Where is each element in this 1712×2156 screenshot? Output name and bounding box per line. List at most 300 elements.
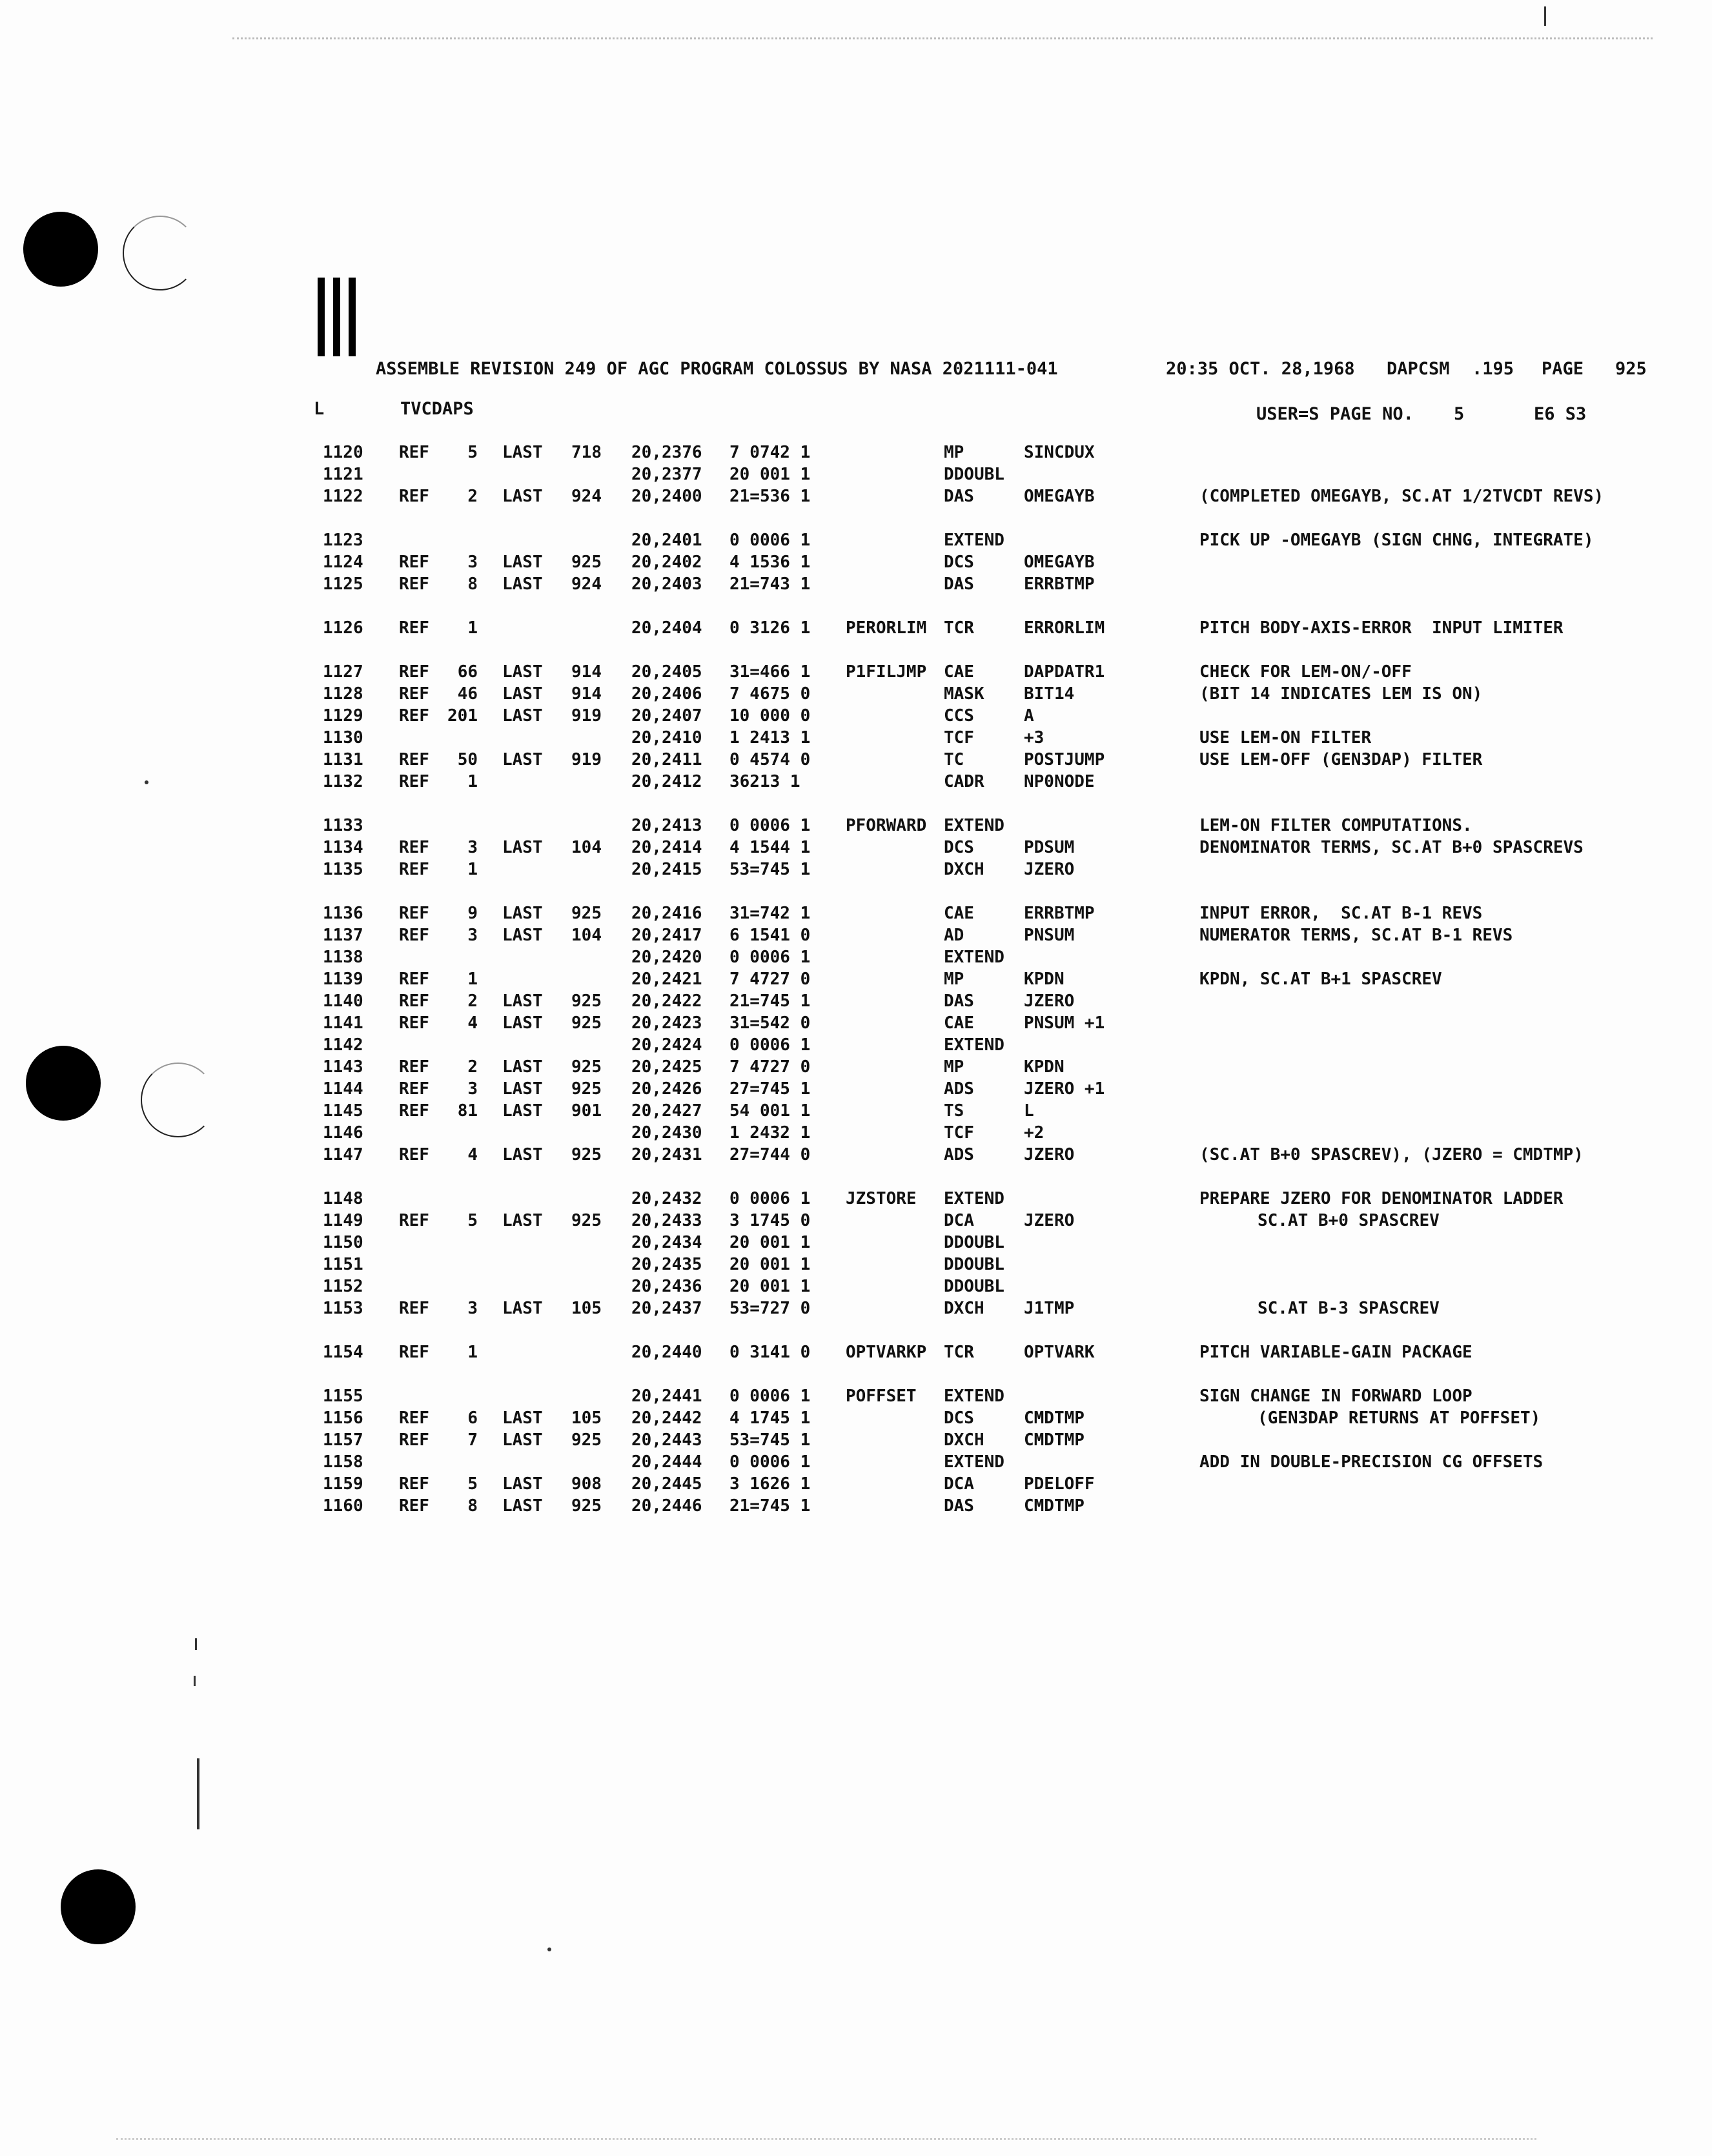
operand: JZERO (1024, 992, 1075, 1011)
address: 20,2426 (631, 1079, 702, 1099)
margin-speck (195, 1638, 197, 1650)
last-page: 925 (571, 904, 602, 923)
ref-count: 81 (457, 1101, 478, 1121)
opcode: CAE (944, 662, 974, 682)
octal-word: 21=536 1 (729, 487, 811, 506)
operand: ERRBTMP (1024, 575, 1095, 594)
ref-keyword: REF (399, 684, 429, 704)
operand: L (1024, 1101, 1034, 1121)
comment: SIGN CHANGE IN FORWARD LOOP (1199, 1387, 1473, 1406)
ref-count: 4 (467, 1145, 478, 1164)
operand: PDSUM (1024, 838, 1075, 857)
listing-row (0, 1430, 1712, 1452)
ref-count: 50 (457, 750, 478, 769)
listing-row (0, 684, 1712, 706)
ref-keyword: REF (399, 443, 429, 462)
ref-keyword: REF (399, 662, 429, 682)
comment: INPUT ERROR, SC.AT B-1 REVS (1199, 904, 1483, 923)
last-page: 901 (571, 1101, 602, 1121)
line-number: 1157 (323, 1430, 363, 1450)
octal-word: 3 1626 1 (729, 1474, 811, 1494)
opcode: AD (944, 926, 964, 945)
ref-keyword: REF (399, 1079, 429, 1099)
line-number: 1128 (323, 684, 363, 704)
ref-count: 3 (467, 838, 478, 857)
opcode: DCS (944, 1409, 974, 1428)
l-marker: L (314, 399, 325, 419)
ref-keyword: REF (399, 1145, 429, 1164)
last-page: 925 (571, 1079, 602, 1099)
address: 20,2433 (631, 1211, 702, 1230)
address: 20,2432 (631, 1189, 702, 1208)
octal-word: 20 001 1 (729, 1277, 811, 1296)
line-number: 1159 (323, 1474, 363, 1494)
octal-word: 20 001 1 (729, 1233, 811, 1252)
last-page: 105 (571, 1409, 602, 1428)
ref-count: 5 (467, 1474, 478, 1494)
operand: PDELOFF (1024, 1474, 1095, 1494)
symbol-label: PERORLIM (846, 618, 927, 638)
line-number: 1138 (323, 948, 363, 967)
address: 20,2413 (631, 816, 702, 835)
octal-word: 3 1745 0 (729, 1211, 811, 1230)
opcode: DAS (944, 487, 974, 506)
operand: KPDN (1024, 1057, 1065, 1077)
binder-hole-ghost-top (123, 216, 198, 290)
opcode: MP (944, 1057, 964, 1077)
line-number: 1151 (323, 1255, 363, 1274)
address: 20,2441 (631, 1387, 702, 1406)
address: 20,2400 (631, 487, 702, 506)
opcode: EXTEND (944, 948, 1004, 967)
ref-keyword: REF (399, 1474, 429, 1494)
address: 20,2403 (631, 575, 702, 594)
line-number: 1147 (323, 1145, 363, 1164)
listing-row (0, 1255, 1712, 1277)
octal-word: 1 2413 1 (729, 728, 811, 747)
listing-row (0, 1409, 1712, 1430)
listing-row (0, 1145, 1712, 1167)
listing-timestamp: 20:35 OCT. 28,1968 (1166, 359, 1355, 379)
operand: POSTJUMP (1024, 750, 1105, 769)
line-number: 1136 (323, 904, 363, 923)
symbol-label: JZSTORE (846, 1189, 917, 1208)
line-number: 1130 (323, 728, 363, 747)
address: 20,2435 (631, 1255, 702, 1274)
opcode: TCF (944, 1123, 974, 1143)
last-keyword: LAST (502, 926, 543, 945)
opcode: DDOUBL (944, 1277, 1004, 1296)
operand: PNSUM (1024, 926, 1075, 945)
ref-count: 1 (467, 970, 478, 989)
opcode: MP (944, 970, 964, 989)
address: 20,2420 (631, 948, 702, 967)
comment: ADD IN DOUBLE-PRECISION CG OFFSETS (1199, 1452, 1544, 1472)
address: 20,2431 (631, 1145, 702, 1164)
last-keyword: LAST (502, 1013, 543, 1033)
line-number: 1137 (323, 926, 363, 945)
listing-row (0, 1211, 1712, 1233)
opcode: TCR (944, 1343, 974, 1362)
line-number: 1154 (323, 1343, 363, 1362)
octal-word: 4 1536 1 (729, 553, 811, 572)
ref-keyword: REF (399, 970, 429, 989)
ref-keyword: REF (399, 750, 429, 769)
ref-keyword: REF (399, 860, 429, 879)
listing-row (0, 772, 1712, 794)
last-page: 925 (571, 1430, 602, 1450)
listing-row (0, 1079, 1712, 1101)
octal-word: 7 4727 0 (729, 970, 811, 989)
ref-count: 5 (467, 1211, 478, 1230)
operand: JZERO +1 (1024, 1079, 1105, 1099)
address: 20,2415 (631, 860, 702, 879)
octal-word: 1 2432 1 (729, 1123, 811, 1143)
last-keyword: LAST (502, 750, 543, 769)
opcode: DCA (944, 1474, 974, 1494)
line-number: 1156 (323, 1409, 363, 1428)
ref-count: 3 (467, 553, 478, 572)
ref-count: 66 (457, 662, 478, 682)
ref-count: 1 (467, 860, 478, 879)
address: 20,2377 (631, 465, 702, 484)
opcode: TCR (944, 618, 974, 638)
octal-word: 7 0742 1 (729, 443, 811, 462)
address: 20,2421 (631, 970, 702, 989)
operand: NP0NODE (1024, 772, 1095, 791)
last-keyword: LAST (502, 1101, 543, 1121)
last-page: 104 (571, 838, 602, 857)
ref-keyword: REF (399, 772, 429, 791)
last-page: 914 (571, 684, 602, 704)
last-keyword: LAST (502, 1496, 543, 1516)
last-page: 919 (571, 750, 602, 769)
opcode: DXCH (944, 1430, 984, 1450)
operand: A (1024, 706, 1034, 726)
listing-row (0, 948, 1712, 970)
address: 20,2436 (631, 1277, 702, 1296)
operand: JZERO (1024, 1211, 1075, 1230)
ref-count: 5 (467, 443, 478, 462)
line-number: 1126 (323, 618, 363, 638)
ref-keyword: REF (399, 487, 429, 506)
last-page: 105 (571, 1299, 602, 1318)
ref-keyword: REF (399, 1013, 429, 1033)
comment: (BIT 14 INDICATES LEM IS ON) (1199, 684, 1483, 704)
ref-count: 7 (467, 1430, 478, 1450)
octal-word: 21=743 1 (729, 575, 811, 594)
line-number: 1142 (323, 1035, 363, 1055)
ref-count: 3 (467, 1079, 478, 1099)
octal-word: 0 4574 0 (729, 750, 811, 769)
address: 20,2443 (631, 1430, 702, 1450)
line-number: 1158 (323, 1452, 363, 1472)
listing-row (0, 728, 1712, 750)
line-number: 1155 (323, 1387, 363, 1406)
operand: OPTVARK (1024, 1343, 1095, 1362)
comment: (GEN3DAP RETURNS AT POFFSET) (1258, 1409, 1541, 1428)
octal-word: 21=745 1 (729, 992, 811, 1011)
address: 20,2427 (631, 1101, 702, 1121)
opcode: DAS (944, 992, 974, 1011)
last-keyword: LAST (502, 838, 543, 857)
comment: USE LEM-OFF (GEN3DAP) FILTER (1199, 750, 1483, 769)
comment: PREPARE JZERO FOR DENOMINATOR LADDER (1199, 1189, 1564, 1208)
last-keyword: LAST (502, 443, 543, 462)
listing-row (0, 816, 1712, 838)
listing-row (0, 531, 1712, 553)
line-number: 1125 (323, 575, 363, 594)
operand: JZERO (1024, 1145, 1075, 1164)
section-subtitle: TVCDAPS (400, 399, 474, 419)
address: 20,2405 (631, 662, 702, 682)
address: 20,2440 (631, 1343, 702, 1362)
comment: NUMERATOR TERMS, SC.AT B-1 REVS (1199, 926, 1513, 945)
octal-word: 7 4727 0 (729, 1057, 811, 1077)
ref-keyword: REF (399, 1299, 429, 1318)
address: 20,2424 (631, 1035, 702, 1055)
octal-word: 4 1544 1 (729, 838, 811, 857)
ref-count: 2 (467, 1057, 478, 1077)
address: 20,2401 (631, 531, 702, 550)
octal-word: 0 3126 1 (729, 618, 811, 638)
ref-keyword: REF (399, 904, 429, 923)
ref-count: 2 (467, 992, 478, 1011)
address: 20,2404 (631, 618, 702, 638)
ref-count: 2 (467, 487, 478, 506)
line-number: 1150 (323, 1233, 363, 1252)
operand: OMEGAYB (1024, 487, 1095, 506)
opcode: DDOUBL (944, 1255, 1004, 1274)
operand: CMDTMP (1024, 1409, 1085, 1428)
line-number: 1133 (323, 816, 363, 835)
octal-word: 0 0006 1 (729, 1035, 811, 1055)
opcode: DCA (944, 1211, 974, 1230)
comment: DENOMINATOR TERMS, SC.AT B+0 SPASCREVS (1199, 838, 1584, 857)
operand: ERRORLIM (1024, 618, 1105, 638)
octal-word: 6 1541 0 (729, 926, 811, 945)
listing-row (0, 1057, 1712, 1079)
ref-keyword: REF (399, 706, 429, 726)
listing-row (0, 1496, 1712, 1518)
opcode: MP (944, 443, 964, 462)
octal-word: 0 0006 1 (729, 1387, 811, 1406)
listing-row (0, 1013, 1712, 1035)
ref-keyword: REF (399, 838, 429, 857)
last-page: 925 (571, 1211, 602, 1230)
opcode: ADS (944, 1145, 974, 1164)
listing-row (0, 706, 1712, 728)
address: 20,2416 (631, 904, 702, 923)
last-keyword: LAST (502, 992, 543, 1011)
listing-row (0, 1387, 1712, 1409)
address: 20,2446 (631, 1496, 702, 1516)
last-page: 925 (571, 1057, 602, 1077)
octal-word: 31=742 1 (729, 904, 811, 923)
last-page: 925 (571, 1013, 602, 1033)
ref-count: 4 (467, 1013, 478, 1033)
octal-word: 53=727 0 (729, 1299, 811, 1318)
ref-count: 8 (467, 1496, 478, 1516)
operand: JZERO (1024, 860, 1075, 879)
listing-row (0, 487, 1712, 509)
address: 20,2437 (631, 1299, 702, 1318)
listing-row (0, 1123, 1712, 1145)
binder-hole-top (23, 212, 98, 287)
comment: KPDN, SC.AT B+1 SPASCREV (1199, 970, 1442, 989)
listing-row (0, 1299, 1712, 1321)
symbol-label: P1FILJMP (846, 662, 927, 682)
listing-row (0, 1035, 1712, 1057)
ref-keyword: REF (399, 618, 429, 638)
ref-count: 201 (447, 706, 478, 726)
ref-count: 46 (457, 684, 478, 704)
opcode: ADS (944, 1079, 974, 1099)
opcode: DDOUBL (944, 465, 1004, 484)
address: 20,2417 (631, 926, 702, 945)
address: 20,2402 (631, 553, 702, 572)
last-keyword: LAST (502, 1409, 543, 1428)
line-number: 1139 (323, 970, 363, 989)
opcode: EXTEND (944, 1452, 1004, 1472)
line-number: 1123 (323, 531, 363, 550)
last-page: 104 (571, 926, 602, 945)
line-number: 1127 (323, 662, 363, 682)
ref-keyword: REF (399, 1430, 429, 1450)
operand: J1TMP (1024, 1299, 1075, 1318)
octal-word: 0 0006 1 (729, 816, 811, 835)
octal-word: 20 001 1 (729, 465, 811, 484)
last-page: 718 (571, 443, 602, 462)
octal-word: 20 001 1 (729, 1255, 811, 1274)
octal-word: 0 0006 1 (729, 531, 811, 550)
octal-word: 31=466 1 (729, 662, 811, 682)
line-number: 1134 (323, 838, 363, 857)
line-number: 1131 (323, 750, 363, 769)
last-keyword: LAST (502, 487, 543, 506)
opcode: EXTEND (944, 531, 1004, 550)
line-number: 1160 (323, 1496, 363, 1516)
octal-word: 0 0006 1 (729, 948, 811, 967)
listing-row (0, 575, 1712, 596)
line-number: 1149 (323, 1211, 363, 1230)
listing-row (0, 926, 1712, 948)
octal-word: 54 001 1 (729, 1101, 811, 1121)
opcode: DXCH (944, 860, 984, 879)
opcode: DCS (944, 838, 974, 857)
last-keyword: LAST (502, 1211, 543, 1230)
top-edge-noise (232, 37, 1653, 39)
ref-keyword: REF (399, 992, 429, 1011)
line-number: 1129 (323, 706, 363, 726)
comment: SC.AT B-3 SPASCREV (1258, 1299, 1440, 1318)
line-number: 1146 (323, 1123, 363, 1143)
comment: USE LEM-ON FILTER (1199, 728, 1372, 747)
line-number: 1144 (323, 1079, 363, 1099)
operand: ERRBTMP (1024, 904, 1095, 923)
page-label: PAGE (1542, 359, 1584, 379)
comment: (COMPLETED OMEGAYB, SC.AT 1/2TVCDT REVS) (1199, 487, 1604, 506)
user-page-number: 5 (1454, 404, 1465, 424)
listing-row (0, 1101, 1712, 1123)
last-keyword: LAST (502, 1430, 543, 1450)
address: 20,2444 (631, 1452, 702, 1472)
opcode: MASK (944, 684, 984, 704)
octal-word: 0 0006 1 (729, 1452, 811, 1472)
line-number: 1152 (323, 1277, 363, 1296)
ref-keyword: REF (399, 1343, 429, 1362)
operand: OMEGAYB (1024, 553, 1095, 572)
listing-row (0, 970, 1712, 992)
document-bar-marks (318, 278, 360, 356)
ref-count: 6 (467, 1409, 478, 1428)
last-page: 925 (571, 553, 602, 572)
last-keyword: LAST (502, 662, 543, 682)
opcode: CAE (944, 904, 974, 923)
last-keyword: LAST (502, 553, 543, 572)
octal-word: 10 000 0 (729, 706, 811, 726)
listing-row (0, 553, 1712, 575)
last-page: 908 (571, 1474, 602, 1494)
comment: CHECK FOR LEM-ON/-OFF (1199, 662, 1412, 682)
symbol-label: PFORWARD (846, 816, 927, 835)
operand: DAPDATR1 (1024, 662, 1105, 682)
address: 20,2410 (631, 728, 702, 747)
ref-keyword: REF (399, 575, 429, 594)
comment: SC.AT B+0 SPASCREV (1258, 1211, 1440, 1230)
address: 20,2406 (631, 684, 702, 704)
operand: SINCDUX (1024, 443, 1095, 462)
last-keyword: LAST (502, 1079, 543, 1099)
last-keyword: LAST (502, 1057, 543, 1077)
opcode: CAE (944, 1013, 974, 1033)
address: 20,2407 (631, 706, 702, 726)
comment: LEM-ON FILTER COMPUTATIONS. (1199, 816, 1473, 835)
opcode: TC (944, 750, 964, 769)
address: 20,2423 (631, 1013, 702, 1033)
address: 20,2425 (631, 1057, 702, 1077)
address: 20,2376 (631, 443, 702, 462)
line-number: 1120 (323, 443, 363, 462)
last-keyword: LAST (502, 904, 543, 923)
ref-count: 1 (467, 1343, 478, 1362)
ref-count: 8 (467, 575, 478, 594)
ref-keyword: REF (399, 1057, 429, 1077)
margin-speck (1544, 6, 1546, 26)
binder-hole-bottom (61, 1869, 136, 1944)
last-page: 925 (571, 1496, 602, 1516)
comment: PITCH VARIABLE-GAIN PACKAGE (1199, 1343, 1473, 1362)
listing-row (0, 1277, 1712, 1299)
listing-row (0, 662, 1712, 684)
listing-row (0, 992, 1712, 1013)
listing-row (0, 750, 1712, 772)
line-number: 1124 (323, 553, 363, 572)
octal-word: 0 0006 1 (729, 1189, 811, 1208)
listing-row (0, 1343, 1712, 1365)
ref-keyword: REF (399, 553, 429, 572)
line-number: 1153 (323, 1299, 363, 1318)
listing-row (0, 1452, 1712, 1474)
listing-row (0, 465, 1712, 487)
ref-keyword: REF (399, 1496, 429, 1516)
listing-section: DAPCSM (1387, 359, 1450, 379)
line-number: 1122 (323, 487, 363, 506)
address: 20,2422 (631, 992, 702, 1011)
comment: PICK UP -OMEGAYB (SIGN CHNG, INTEGRATE) (1199, 531, 1594, 550)
last-page: 919 (571, 706, 602, 726)
operand: +3 (1024, 728, 1045, 747)
